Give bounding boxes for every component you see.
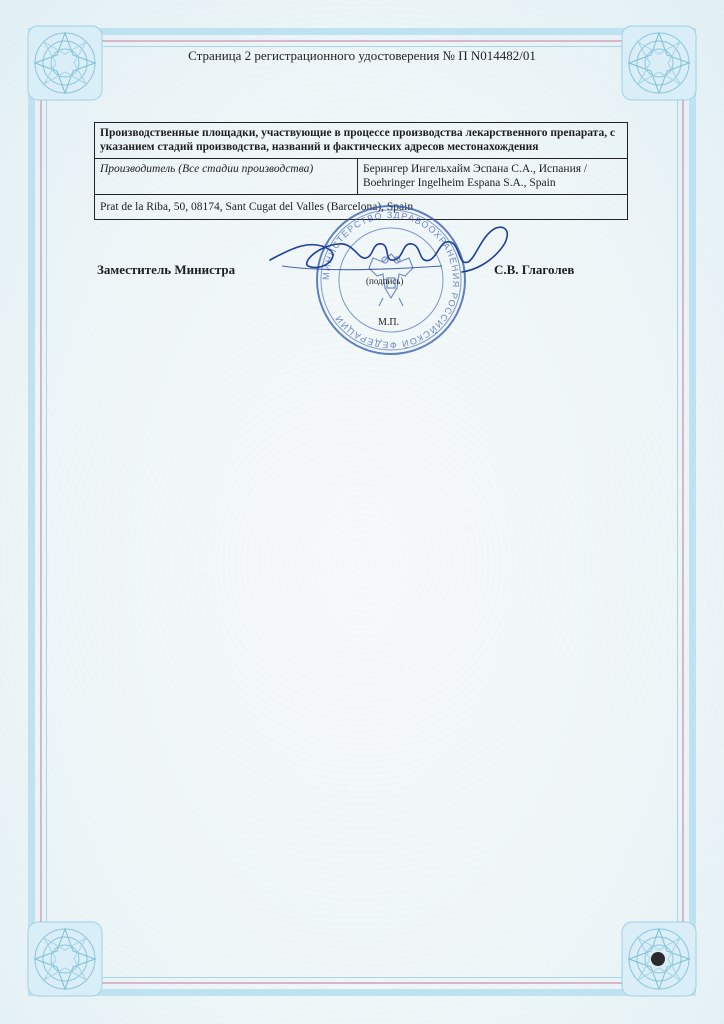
punch-hole-mark — [651, 952, 665, 966]
signatory-position: Заместитель Министра — [97, 262, 236, 277]
signatory-name: С.В. Глаголев — [494, 262, 575, 277]
seal-place-label: М.П. — [378, 317, 400, 328]
manufacturer-role: Производитель (Все стадии производства) — [95, 158, 358, 194]
signature-label: (подпись) — [366, 276, 404, 286]
table-row — [95, 158, 628, 194]
page-header: Страница 2 регистрационного удостоверения № П N014482/01 — [188, 48, 536, 63]
manufacturer-address: Prat de la Riba, 50, 08174, Sant Cugat del Valles (Barcelona), Spain — [95, 194, 628, 219]
rosette-bottom-left-icon — [26, 920, 104, 998]
manufacturer-company: Берингер Ингельхайм Эспана С.А., Испания / Boehringer Ingelheim Espana S.A., Spain — [358, 158, 628, 194]
table-heading-row — [95, 123, 628, 159]
stamp-ring-text: МИНИСТЕРСТВО ЗДРАВООХРАНЕНИЯ РОССИЙСКОЙ ФЕДЕРАЦИИ — [320, 209, 462, 351]
table-heading: Производственные площадки, участвующие в процессе производства лекарственного препарата, с указанием стадий производства, названий и фактических адресов местонахождения — [95, 123, 628, 159]
